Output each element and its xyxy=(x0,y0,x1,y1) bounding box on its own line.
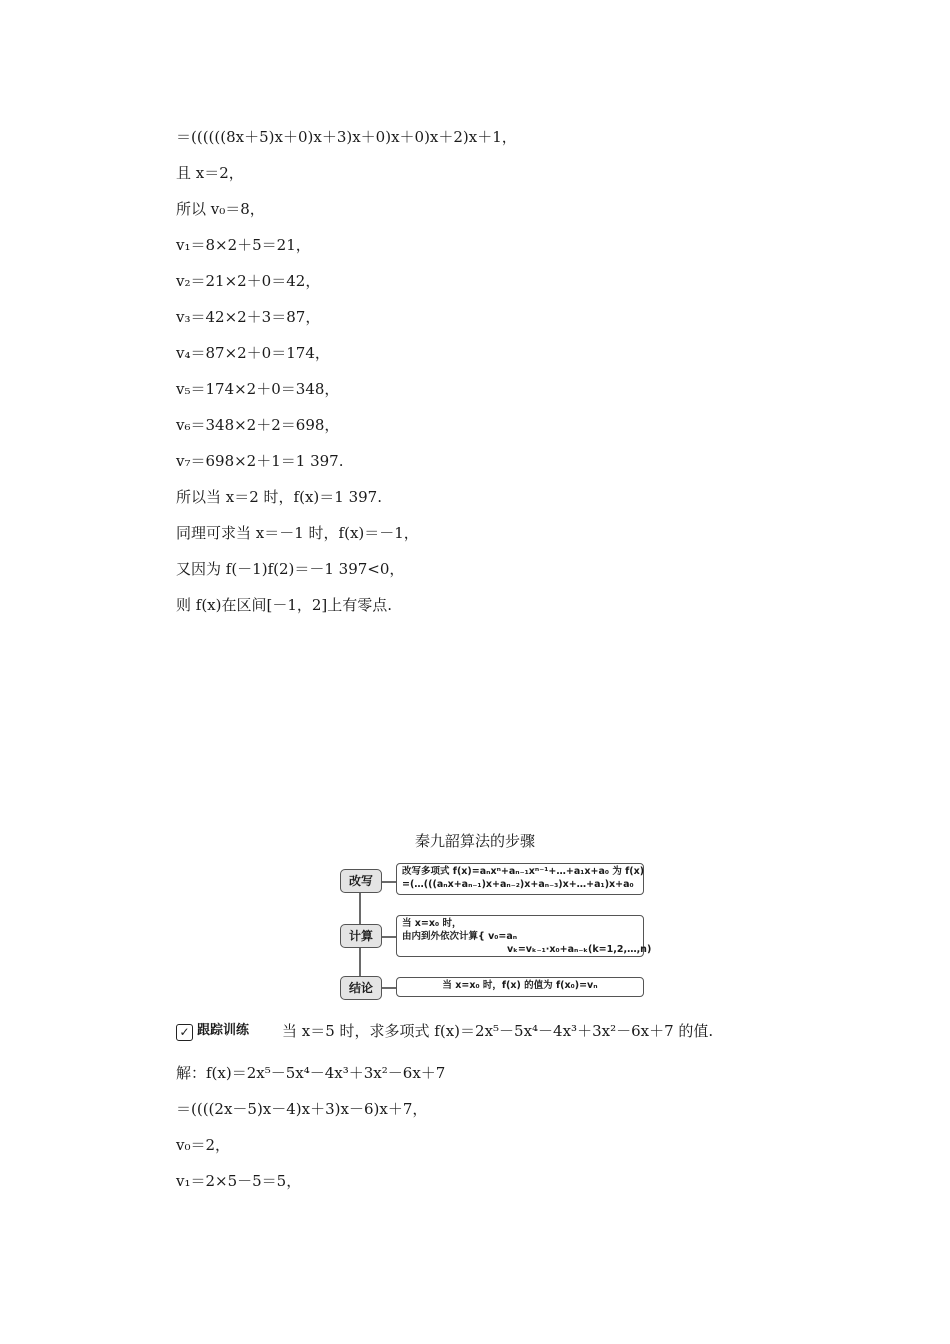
step-text: 当 x=x₀ 时，f(x) 的值为 f(x₀)=vₙ xyxy=(442,980,598,991)
solution-line: ＝((((2x－5)x－4)x＋3)x－6)x＋7， xyxy=(176,1100,428,1118)
step-text: =(…(((aₙx+aₙ₋₁)x+aₙ₋₂)x+aₙ₋₃)x+…+a₁)x+a₀ xyxy=(402,879,634,890)
solution-line: 解：f(x)＝2x⁵－5x⁴－4x³＋3x²－6x＋7 xyxy=(176,1064,446,1082)
step-connector xyxy=(382,936,396,938)
exercise-badge-label: 跟踪训练 xyxy=(197,1023,250,1038)
derivation-line: v₄＝87×2＋0＝174， xyxy=(176,344,330,362)
derivation-line: 所以 v₀＝8， xyxy=(176,200,265,218)
step-connector xyxy=(382,881,396,883)
horner-steps-diagram xyxy=(338,860,652,1000)
step-text: 由内到外依次计算{ v₀=aₙ xyxy=(402,931,518,942)
derivation-line: v₇＝698×2＋1＝1 397. xyxy=(176,452,344,470)
solution-line: v₀＝2， xyxy=(176,1136,231,1154)
derivation-line: 又因为 f(－1)f(2)＝－1 397<0， xyxy=(176,560,405,578)
step-box-rewrite xyxy=(396,863,644,895)
derivation-line: 则 f(x)在区间[－1，2]上有零点. xyxy=(176,596,393,614)
step-box-conclusion xyxy=(396,977,644,997)
step-connector xyxy=(382,987,396,989)
step-tag-compute: 计算 xyxy=(340,924,382,948)
step-tag-conclusion: 结论 xyxy=(340,976,382,1000)
step-tag-rewrite: 改写 xyxy=(340,869,382,893)
step-box-compute xyxy=(396,915,652,957)
exercise-question: 当 x＝5 时，求多项式 f(x)＝2x⁵－5x⁴－4x³＋3x²－6x＋7 的值. xyxy=(282,1022,714,1040)
derivation-line: v₃＝42×2＋3＝87， xyxy=(176,308,321,326)
diagram-title: 秦九韶算法的步骤 xyxy=(414,832,535,850)
derivation-line: v₅＝174×2＋0＝348， xyxy=(176,380,340,398)
derivation-line: 同理可求当 x＝－1 时，f(x)＝－1， xyxy=(176,524,419,542)
step-text: 改写多项式 f(x)=aₙxⁿ+aₙ₋₁xⁿ⁻¹+…+a₁x+a₀ 为 f(x) xyxy=(402,866,645,877)
derivation-line: 所以当 x＝2 时，f(x)＝1 397. xyxy=(176,488,382,506)
step-text: vₖ=vₖ₋₁·x₀+aₙ₋ₖ(k=1,2,…,n) xyxy=(507,944,652,955)
solution-line: v₁＝2×5－5＝5， xyxy=(176,1172,302,1190)
derivation-line: v₁＝8×2＋5＝21， xyxy=(176,236,311,254)
derivation-line: v₂＝21×2＋0＝42， xyxy=(176,272,321,290)
derivation-line: 且 x＝2， xyxy=(176,164,244,182)
derivation-line: ＝((((((8x＋5)x＋0)x＋3)x＋0)x＋0)x＋2)x＋1， xyxy=(176,128,517,146)
exercise-badge xyxy=(176,1021,249,1041)
step-text: 当 x=x₀ 时， xyxy=(402,918,462,929)
check-icon: ✓ xyxy=(176,1024,193,1041)
derivation-line: v₆＝348×2＋2＝698， xyxy=(176,416,340,434)
